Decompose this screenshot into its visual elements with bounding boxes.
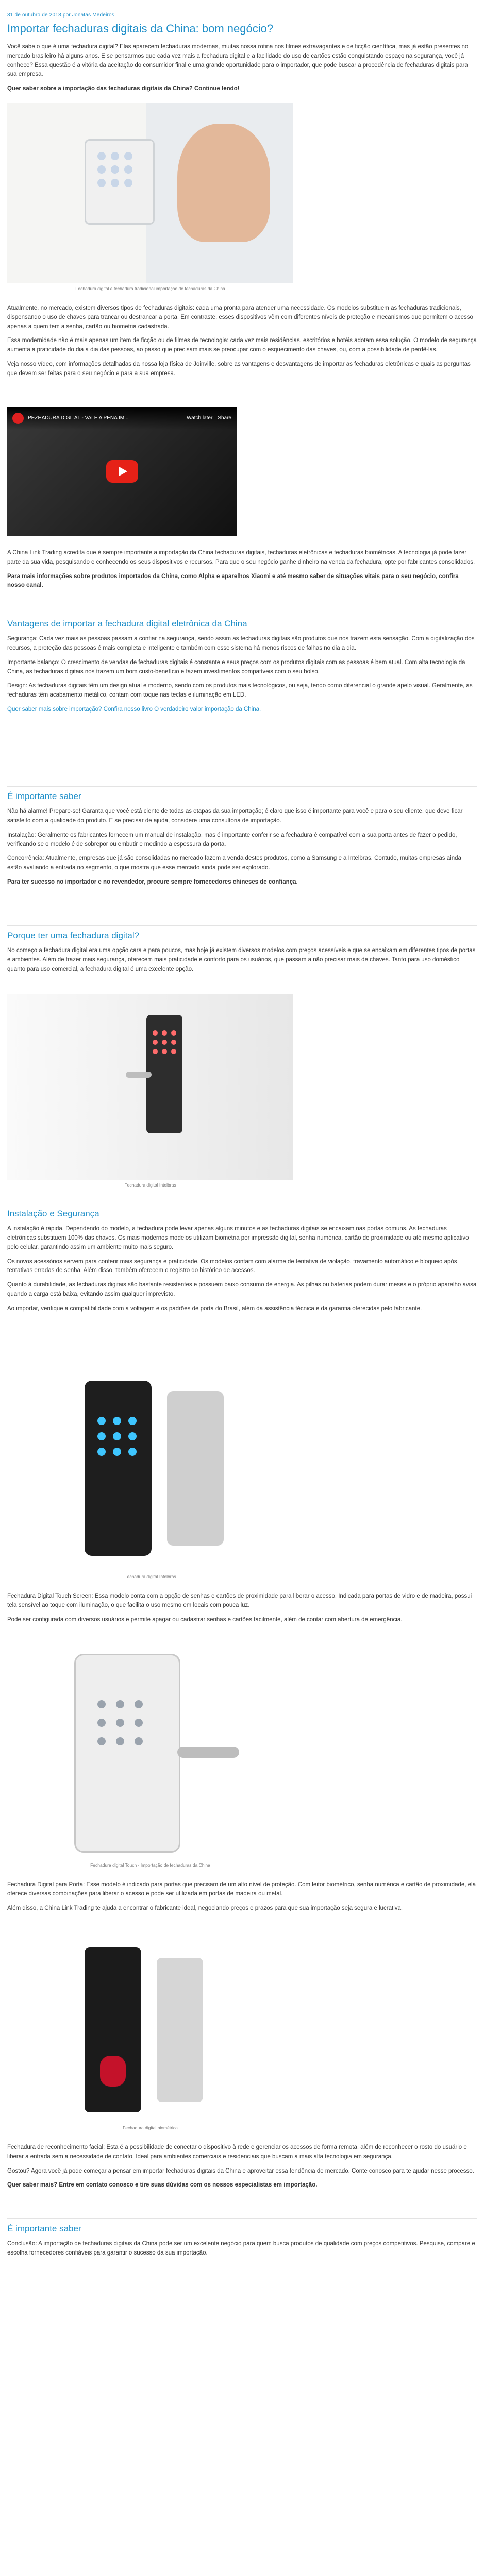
installation-paragraph-2: Os novos acessórios servem para conferir mais segurança e praticidade. Os modelos contam com alarme de tentativa de violação, travamento automático e bloqueio após tentativas erradas de senha. Além disso, também oferecem o registro do histórico de acessos. (7, 1258, 457, 1274)
body1-paragraph-1: Atualmente, no mercado, existem diversos tipos de fechaduras digitais: cada uma pronta para atender uma necessidade. Os modelos substituem as fechaduras tradicionais, dispensando o uso de chaves para trancar ou destrancar a porta. Em contraste, esses dispositivos vêm com diferentes níveis de proteção e mecanismos que permitem o acesso apenas a quem tem a senha, cartão ou biometria cadastrada. (7, 305, 473, 330)
advantages-section (7, 611, 477, 720)
intelbras-door-photo (7, 994, 293, 1180)
advantages-heading: Vantagens de importar a fechadura digital eletrônica da China (7, 619, 247, 629)
important-heading: É importante saber (7, 791, 81, 801)
door-lock-section (7, 1880, 477, 1918)
touch-lock-caption: Fechadura digital Touch - Importação de fechaduras da China (90, 1862, 210, 1868)
biometric-lock-body (85, 1947, 141, 2112)
why-paragraph-1: No começo a fechadura digital era uma opção cara e para poucos, mas hoje já existem diversos modelos com preços acessíveis e que se encaixam em diferentes tipos de portas e ambientes. Além de trazer mais segurança, oferecem mais praticidade e conforto para os usuários, que passam a não precisar mais de chaves. Tanto para uso doméstico quanto para uso comercial, a fechadura digital é uma excelente opção. (7, 947, 476, 972)
door-lock-keypad (153, 1030, 176, 1054)
installation-heading: Instalação e Segurança (7, 1209, 99, 1218)
important-paragraph-3: Concorrência: Atualmente, empresas que já são consolidadas no mercado fazem a venda destes produtos, como a Samsung e a Intelbras. Contudo, muitas empresas ainda estão avaliando a entrada no segmento, o que mostra que esse mercado ainda pode ser explorado. (7, 855, 461, 871)
important-section (7, 783, 477, 892)
watch-later-button[interactable]: Watch later (187, 415, 213, 421)
conclusion-heading: É importante saber (7, 2224, 81, 2233)
conclusion-section (7, 2215, 477, 2263)
body1-paragraph-3: Veja nosso vídeo, com informações detalhadas da nossa loja física de Joinville, sobre as vantagens e desvantagens de importar as fechaduras eletrônicas e quais as perguntas que devem ser feitas para o seu negócio e para a sua empresa. (7, 361, 471, 377)
body-section-2 (7, 549, 477, 596)
face-paragraph-1: Fechadura de reconhecimento facial: Esta é a possibilidade de conectar o dispositivo à rede e gerenciar os acessos de forma remota, além de reconhecer o rosto do usuário e liberar a entrada sem a necessidade de contato. Ideal para ambientes comerciais e residenciais que buscam a mais alta tecnologia em segurança. (7, 2144, 467, 2160)
lock-front-panel (85, 1381, 152, 1556)
installation-paragraph-1: A instalação é rápida. Dependendo do modelo, a fechadura pode levar apenas alguns minutos e as fechaduras digitais se encaixam nas portas comuns. As fechaduras eletrônicas substituem 100% das chaves. Os mais modernos modelos utilizam biometria por impressão digital, senha numérica, cartão de proximidade ou até mesmo aplicativo pelo celular, garantindo assim um ambiente muito mais seguro. (7, 1226, 469, 1250)
important-paragraph-1: Não há alarme! Prepare-se! Garanta que você está ciente de todas as etapas da sua importação; é claro que isso é importante para você e para o seu cliente, que deve ficar satisfeito com a qualidade do produto. E se precisar de ajuda, considere uma consultoria de importação. (7, 808, 463, 824)
intelbras-product-caption: Fechadura digital Intelbras (124, 1574, 176, 1579)
face-paragraph-3: Quer saber mais? Entre em contato conosco e tire suas dúvidas com os nossos especialistas em importação. (7, 2182, 318, 2189)
advantages-link[interactable]: Quer saber mais sobre importação? Confira nosso livro O verdadeiro valor importação da China. (7, 706, 261, 713)
touch-paragraph-2: Pode ser configurada com diversos usuários e permite apagar ou cadastrar senhas e cartões facilmente, além de contar com abertura de emergência. (7, 1616, 403, 1623)
installation-paragraph-4: Ao importar, verifique a compatibilidade com a voltagem e os padrões de porta do Brasil, além da assistência técnica e da garantia oferecidas pelo fabricante. (7, 1305, 422, 1312)
intelbras-door-caption: Fechadura digital Intelbras (124, 1182, 176, 1188)
touch-lock-photo (7, 1643, 293, 1860)
advantages-paragraph-2: Importante balanço: O crescimento de vendas de fechaduras digitais é constante e seus preços com os produtos digitais com as pessoas é bem atual. Com alta tecnologia da China, as fechaduras digitais nos trazem um bom custo-benefício e fazem investimentos compatíveis com o seu bolso. (7, 659, 465, 675)
hero-lock-caption: Fechadura digital e fechadura tradicional importação de fechaduras da China (75, 286, 225, 291)
advantages-paragraph-3: Design: As fechaduras digitais têm um design atual e moderno, sendo com os produtos mais tecnológicos, ou seja, tendo como diferencial o grande apelo visual. Geralmente, as fechaduras têm acabamento metálico, contam com toque nas teclas e iluminação em LED. (7, 683, 473, 699)
channel-avatar (12, 413, 24, 424)
lock-front-keypad (97, 1417, 137, 1456)
section-divider (7, 2218, 477, 2219)
video-embed[interactable] (7, 407, 237, 536)
video-play-button[interactable] (106, 460, 138, 483)
body1-paragraph-2: Essa modernidade não é mais apenas um item de ficção ou de filmes de tecnologia: cada vez mais residências, escritórios e hotéis adotam essa solução. O modelo de segurança aumenta a praticidade do dia a dia das pessoas, ao passo que precisam mais se preocupar com o esquecimento das chaves, ou, com a possibilidade de perdê-las. (7, 337, 477, 353)
touch-lock-handle (177, 1747, 239, 1758)
biometric-lock-caption: Fechadura digital biométrica (123, 2125, 178, 2130)
article-title: Importar fechaduras digitais da China: bom negócio? (7, 22, 274, 35)
body2-paragraph-2: Para mais informações sobre produtos importados da China, como Alpha e aparelhos Xiaomi e até mesmo saber de situações vitais para o seu negócio, confira nosso canal. (7, 573, 459, 589)
fingerprint-reader (100, 2056, 126, 2087)
section-divider (7, 925, 477, 926)
biometric-lock-photo (7, 1937, 293, 2123)
intro-paragraph-1: Você sabe o que é uma fechadura digital? Elas aparecem fechaduras modernas, muitas nossa rotina nos filmes extravagantes e de ficção científica, mas já estão presentes no mercado brasileiro há alguns anos. E se pensarmos que cada vez mais a fechadura digital e a facilidade do uso de cartões estão conquistando espaço na segurança, você já conhece? Essa questão é a vitória da aceitação do consumidor final e uma grande oportunidade para o importador, que pode buscar a procedência de fechaduras digitais para sua empresa. (7, 44, 469, 78)
door-lock-paragraph-1: Fechadura Digital para Porta: Esse modelo é indicado para portas que precisam de um alto nível de proteção. Com leitor biométrico, senha numérica e cartão de proximidade, ela oferece diversas combinações para liberar o acesso e pode ser utilizada em portas de madeira ou metal. (7, 1882, 476, 1897)
intelbras-product-photo (7, 1370, 293, 1571)
intro-paragraph-2: Quer saber sobre a importação das fechaduras digitais da China? Continue lendo! (7, 86, 240, 92)
post-meta: 31 de outubro de 2018 por Jonatas Medeiros (7, 12, 114, 18)
touch-section (7, 1592, 477, 1630)
biometric-side-panel (157, 1958, 203, 2102)
installation-paragraph-3: Quanto à durabilidade, as fechaduras digitais são bastante resistentes e possuem baixo consumo de energia. As pilhas ou baterias podem durar meses e o próprio aparelho avisa quando a carga está baixa, evitando assim qualquer imprevisto. (7, 1282, 477, 1297)
face-recognition-section (7, 2143, 477, 2195)
lock-keypad (97, 152, 132, 187)
share-button[interactable]: Share (218, 415, 231, 421)
door-handle (126, 1072, 152, 1078)
hero-lock-photo (7, 103, 293, 283)
face-paragraph-2: Gostou? Agora você já pode começar a pensar em importar fechaduras digitais da China e aproveitar essa tendência de mercado. Conte conosco para te ajudar nesse processo. (7, 2167, 474, 2174)
video-top-bar (7, 407, 237, 430)
touch-paragraph-1: Fechadura Digital Touch Screen: Essa modelo conta com a opção de senhas e cartões de proximidade para liberar o acesso. Indicada para portas de vidro e de madeira, possui tela sensível ao toque com iluminação, o que facilita o uso mesmo em locais com pouca luz. (7, 1593, 472, 1608)
video-title: PEZHADURA DIGITAL - VALE A PENA IM... (28, 415, 129, 421)
intro-section (7, 43, 471, 94)
installation-section (7, 1200, 477, 1319)
body-section-1 (7, 304, 477, 384)
important-paragraph-2: Instalação: Geralmente os fabricantes fornecem um manual de instalação, mas é importante conferir se a fechadura é compatível com a sua porta antes de fazer o pedido, verificando se o modelo é de sobrepor ou embutir e medindo a espessura da porta. (7, 832, 457, 848)
door-lock-paragraph-2: Além disso, a China Link Trading te ajuda a encontrar o fabricante ideal, negociando preços e prazos para que sua importação seja segura e lucrativa. (7, 1905, 403, 1911)
hand-shape (177, 124, 270, 242)
body2-paragraph-1: A China Link Trading acredita que é sempre importante a importação da China fechaduras digitais, fechaduras eletrônicas e fechaduras biométricas. A tecnologia já pode fazer parte da sua vida, pesquisando e conhecendo os seus dispositivos e recursos. Para que o seu negócio ganhe dinheiro na venda da fechadura, opte por fabricantes consolidados. (7, 550, 475, 565)
touch-lock-body (74, 1654, 180, 1853)
why-heading: Porque ter uma fechadura digital? (7, 930, 140, 940)
lock-side-panel (167, 1391, 224, 1546)
why-section (7, 922, 477, 979)
section-divider (7, 786, 477, 787)
conclusion-paragraph-1: Conclusão: A importação de fechaduras digitais da China pode ser um excelente negócio para quem busca produtos de qualidade com preços competitivos. Pesquise, compare e escolha fornecedores confiáveis para garantir o sucesso da sua importação. (7, 2241, 475, 2256)
important-paragraph-4: Para ter sucesso no importador e no revendedor, procure sempre fornecedores chineses de confiança. (7, 878, 298, 885)
touch-lock-keypad (97, 1700, 143, 1745)
advantages-paragraph-1: Segurança: Cada vez mais as pessoas passam a confiar na segurança, sendo assim as fechaduras digitais são produtos que nos trazem esta sensação. Com a digitalização dos recursos, a proteção das pessoas é mais completa e inteligente e também com esse sistema há menos riscos de falhas no dia a dia. (7, 636, 475, 651)
